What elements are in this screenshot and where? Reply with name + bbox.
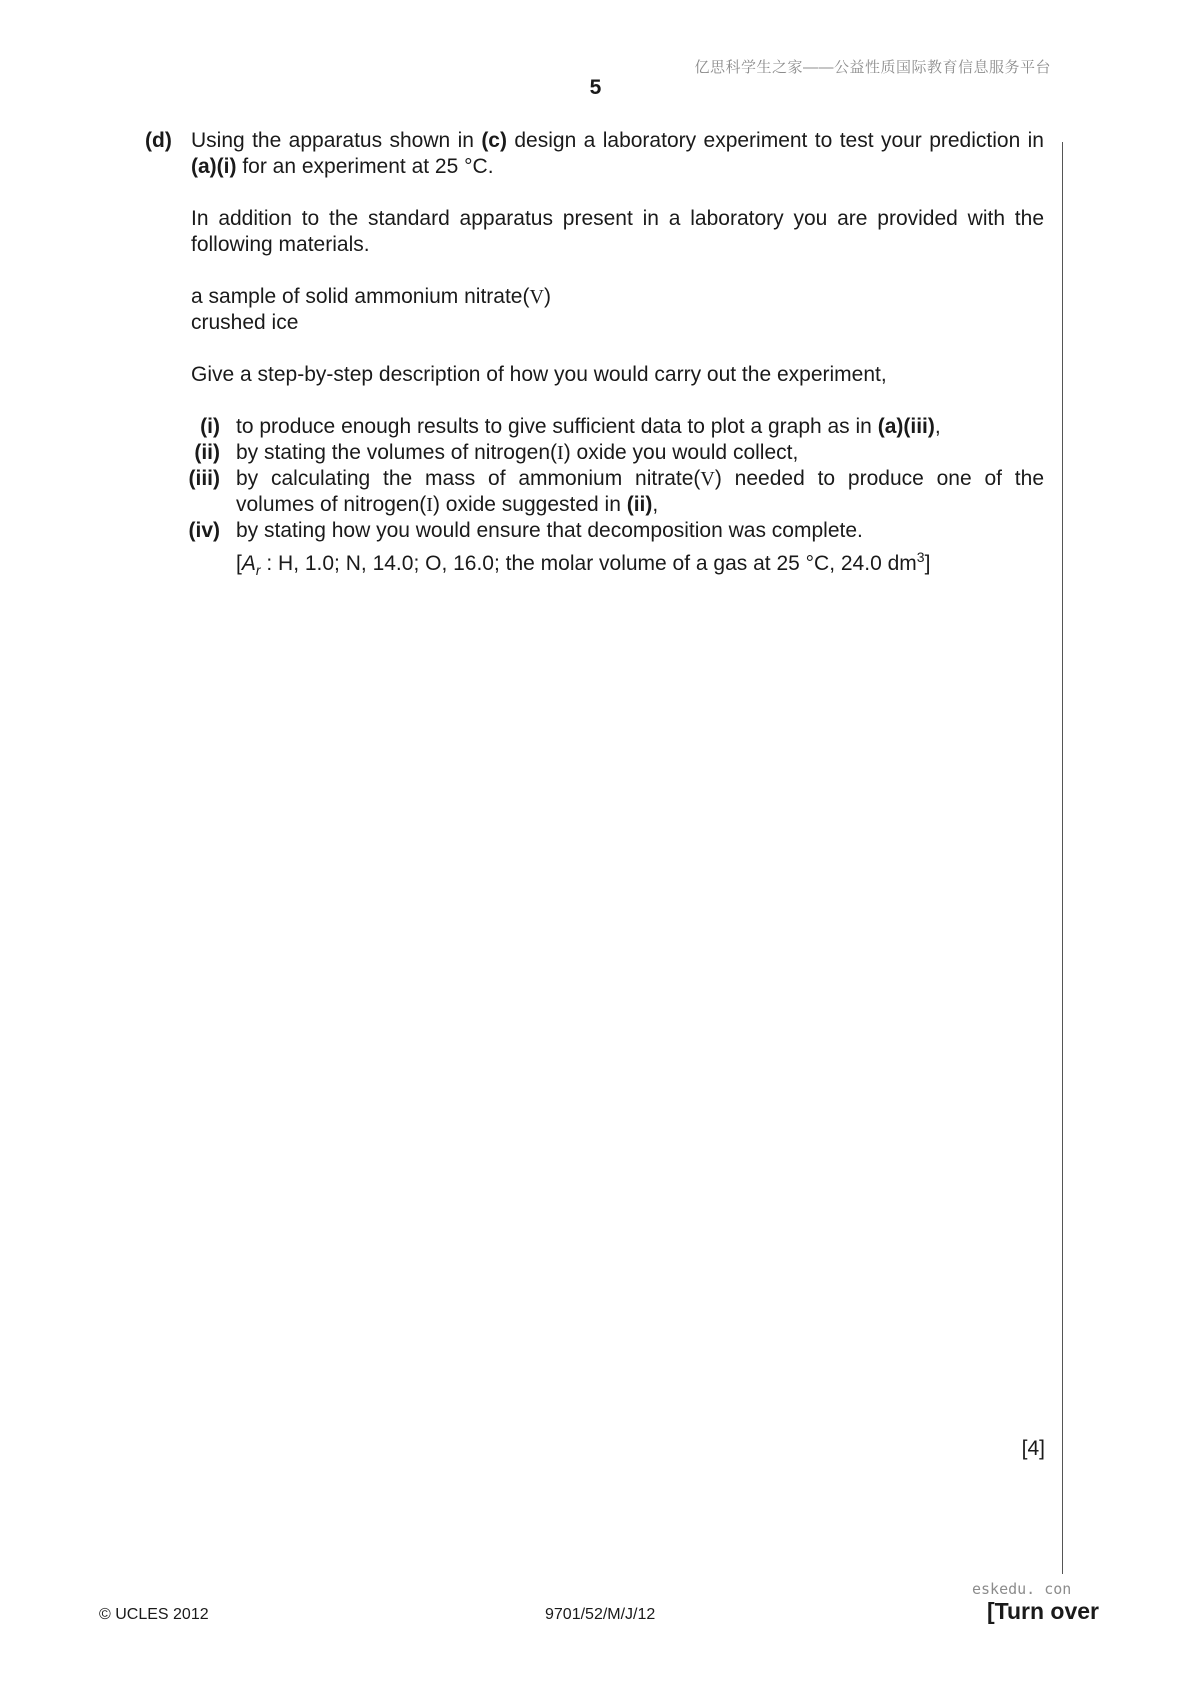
part-ii-text: by stating the volumes of nitrogen(I) oxide you would collect, xyxy=(236,441,799,464)
part-i-number: (i) xyxy=(200,415,220,438)
material-ammonium-nitrate: a sample of solid ammonium nitrate(V) xyxy=(191,285,551,308)
part-iii-number: (iii) xyxy=(188,467,220,490)
footer-watermark: eskedu. con xyxy=(972,1580,1072,1598)
question-label: (d) xyxy=(145,129,172,152)
paper-code: 9701/52/M/J/12 xyxy=(545,1606,656,1623)
ref-a-i: (a)(i) xyxy=(191,155,237,178)
marks: [4] xyxy=(1021,1437,1045,1460)
part-iv-text: by stating how you would ensure that decomposition was complete. [$A_r$ : H, 1.0; N, 14.0; O, 16.0; the molar volume of a gas at 25 °C, 24.0 $dm^3$] xyxy=(236,518,1044,583)
part-ii-number: (ii) xyxy=(194,441,220,464)
ref-c: (c) xyxy=(481,129,507,152)
materials-list xyxy=(191,284,1044,336)
instruction: Give a step-by-step description of how you would carry out the experiment, xyxy=(191,363,887,386)
turn-over: [Turn over xyxy=(986,1598,1099,1624)
part-i-text: to produce enough results to give sufficient data to plot a graph as in (a)(iii), xyxy=(236,415,941,438)
part-iii-text: by calculating the mass of ammonium nitrate(V) needed to produce one of the volumes of nitrogen(I) oxide suggested in (ii), xyxy=(236,467,1044,516)
question-intro: Using the apparatus shown in (c) design a laboratory experiment to test your prediction in (a)(i) for an experiment at 25 °C. xyxy=(191,129,1044,178)
margin-rule xyxy=(1062,142,1063,1574)
material-crushed-ice: crushed ice xyxy=(191,311,299,334)
part-iv-number: (iv) xyxy=(188,519,220,542)
data-line: [$A_r$ : H, 1.0; N, 14.0; O, 16.0; the molar volume of a gas at 25 °C, 24.0 $dm^3$] xyxy=(236,549,931,579)
materials-intro: In addition to the standard apparatus present in a laboratory you are provided with the following materials. xyxy=(191,207,1044,256)
page-number: 5 xyxy=(589,76,602,99)
copyright: © UCLES 2012 xyxy=(99,1606,209,1623)
header-watermark: 亿思科学生之家——公益性质国际教育信息服务平台 xyxy=(694,59,1051,76)
